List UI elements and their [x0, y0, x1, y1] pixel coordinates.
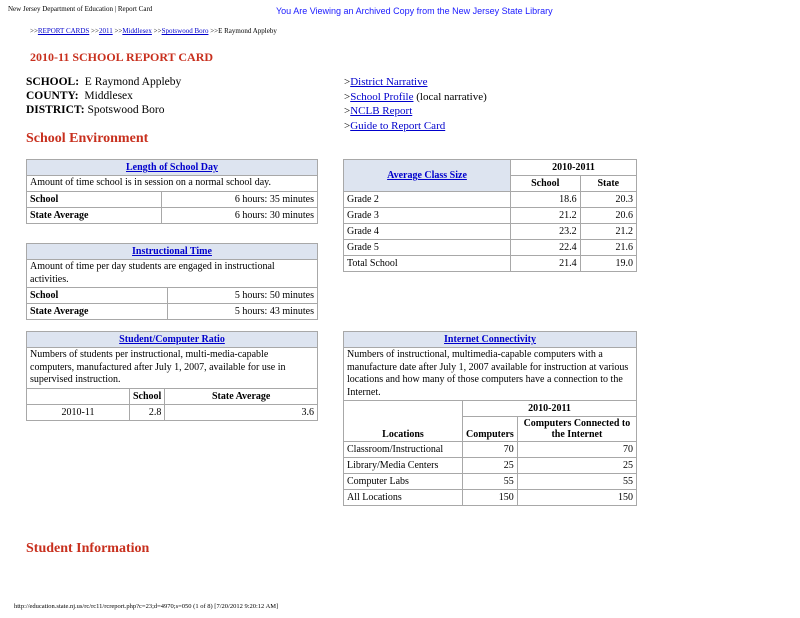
breadcrumb-link-spotswood-boro[interactable]: Spotswood Boro: [161, 27, 209, 35]
breadcrumb-link-2011[interactable]: 2011: [98, 27, 113, 35]
table-row: Library/Media Centers 25 25: [344, 458, 637, 474]
internet-connectivity-table: Internet Connectivity Numbers of instructional, multimedia-capable computers with a manufacture date after July 1, 2007 available for instruction at various locations and how many of those computers have a connection to the Internet. Locations 2010-2011 Computers Computers Connected to the Internet Classroom/Instructional 70 70 Library/Media Centers 25 25 Computer Labs 55 55 All Locations 150 150: [343, 331, 637, 506]
table-row: State Average 6 hours: 30 minutes: [27, 208, 318, 224]
county-name: Middlesex: [84, 90, 133, 102]
table-row: Computer Labs 55 55: [344, 474, 637, 490]
section-school-environment: School Environment: [26, 131, 149, 146]
table-row: Classroom/Instructional 70 70: [344, 442, 637, 458]
table-row: School 5 hours: 50 minutes: [27, 288, 318, 304]
report-links: >District Narrative >School Profile (local narrative) >NCLB Report >Guide to Report Card: [344, 76, 487, 132]
district-narrative-link[interactable]: District Narrative: [350, 76, 428, 88]
student-computer-ratio-link[interactable]: Student/Computer Ratio: [119, 334, 225, 345]
school-info: SCHOOL: E Raymond Appleby COUNTY: Middlesex DISTRICT: Spotswood Boro: [26, 76, 182, 116]
table-row: Grade 3 21.2 20.6: [344, 208, 637, 224]
length-of-school-day-table: Length of School Day Amount of time school is in session on a normal school day. School 6 hours: 35 minutes State Average 6 hours: 30 minutes: [26, 159, 318, 224]
school-profile-link[interactable]: School Profile: [350, 90, 414, 103]
section-student-information: Student Information: [26, 541, 150, 556]
table-row: 2010-11 2.8 3.6: [27, 404, 318, 420]
nclb-report-link[interactable]: NCLB Report: [350, 105, 413, 117]
average-class-size-table: Average Class Size 2010-2011 School State Grade 2 18.6 20.3 Grade 3 21.2 20.6 Grade 4 23.2 21.2 Grade 5 22.4 21.6 Total School 21.4 19.0: [343, 159, 637, 272]
table-row: Total School 21.4 19.0: [344, 256, 637, 272]
student-computer-ratio-table: Student/Computer Ratio Numbers of students per instructional, multi-media-capable computers, manufactured after July 1, 2007, available for use in supervised instruction. School State Average 2010-11 2.8 3.6: [26, 331, 318, 421]
breadcrumb-link-report-cards[interactable]: REPORT CARDS: [37, 27, 90, 35]
page-footer-url: http://education.state.nj.us/rc/rc11/rcreport.php?c=23;d=4970;s=050 (1 of 8) [7/20/2012 9:20:12 AM]: [14, 603, 279, 610]
table-row: Grade 2 18.6 20.3: [344, 192, 637, 208]
table-row: Grade 5 22.4 21.6: [344, 240, 637, 256]
average-class-size-link[interactable]: Average Class Size: [387, 170, 467, 181]
table-row: Grade 4 23.2 21.2: [344, 224, 637, 240]
page-header-text: New Jersey Department of Education | Report Card: [8, 5, 153, 13]
district-name: Spotswood Boro: [87, 104, 165, 116]
table-row: State Average 5 hours: 43 minutes: [27, 304, 318, 320]
instructional-time-table: Instructional Time Amount of time per day students are engaged in instructional activities. School 5 hours: 50 minutes State Average 5 hours: 43 minutes: [26, 243, 318, 320]
internet-connectivity-link[interactable]: Internet Connectivity: [444, 334, 536, 345]
archive-banner: You Are Viewing an Archived Copy from the New Jersey State Library: [276, 6, 553, 16]
table-row: All Locations 150 150: [344, 490, 637, 506]
table-row: School 6 hours: 35 minutes: [27, 192, 318, 208]
guide-to-report-card-link[interactable]: Guide to Report Card: [350, 119, 446, 132]
page-title: 2010-11 SCHOOL REPORT CARD: [30, 50, 214, 64]
length-of-school-day-link[interactable]: Length of School Day: [126, 162, 218, 173]
breadcrumb-current: E Raymond Appleby: [218, 27, 277, 35]
breadcrumb-link-middlesex[interactable]: Middlesex: [122, 27, 152, 35]
instructional-time-link[interactable]: Instructional Time: [132, 246, 212, 257]
breadcrumb: >>REPORT CARDS >>2011 >>Middlesex >>Spotswood Boro >>E Raymond Appleby: [30, 27, 277, 35]
school-name: E Raymond Appleby: [84, 76, 182, 88]
